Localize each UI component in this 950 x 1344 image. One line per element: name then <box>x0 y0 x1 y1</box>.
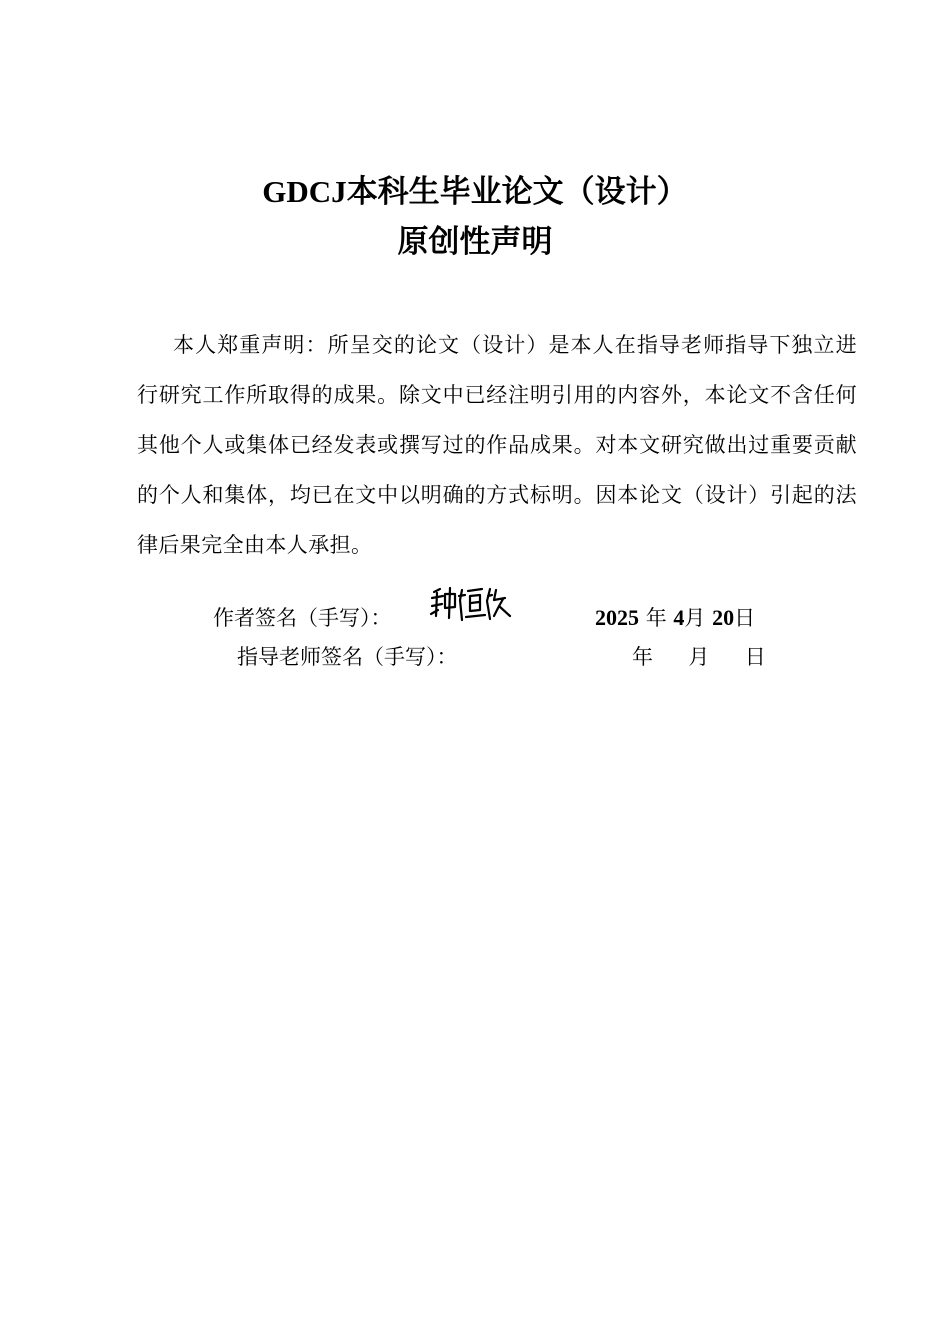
author-month: 4 <box>673 605 685 630</box>
advisor-year-unit: 年 <box>632 645 653 669</box>
author-year: 2025 <box>595 605 639 630</box>
title-cn: 本科生毕业论文（设计） <box>346 174 688 210</box>
advisor-day-unit: 日 <box>744 645 766 669</box>
author-day: 20 <box>712 605 735 630</box>
advisor-date <box>632 642 766 672</box>
page-title <box>0 172 950 212</box>
handwritten-signature <box>428 586 514 622</box>
author-day-unit: 日 <box>734 606 756 630</box>
declaration-text: 本人郑重声明：所呈交的论文（设计）是本人在指导老师指导下独立进行研究工作所取得的成果。除文中已经注明引用的内容外，本论文不含任何其他个人或集体已经发表或撰写过的作品成果。对本文研究做出过重要贡献的个人和集体，均已在文中以明确的方式标明。因本论文（设计）引起的法律后果完全由本人承担。 <box>137 333 857 557</box>
title-latin: GDCJ <box>262 174 347 209</box>
page-subtitle: 原创性声明 <box>397 224 553 260</box>
author-year-unit: 年 <box>645 606 667 630</box>
author-month-unit: 月 <box>684 606 706 630</box>
author-date <box>595 603 755 633</box>
advisor-month-unit: 月 <box>688 645 710 669</box>
author-signature-label: 作者签名（手写）： <box>213 606 392 630</box>
advisor-signature-label: 指导老师签名（手写）： <box>237 645 458 669</box>
